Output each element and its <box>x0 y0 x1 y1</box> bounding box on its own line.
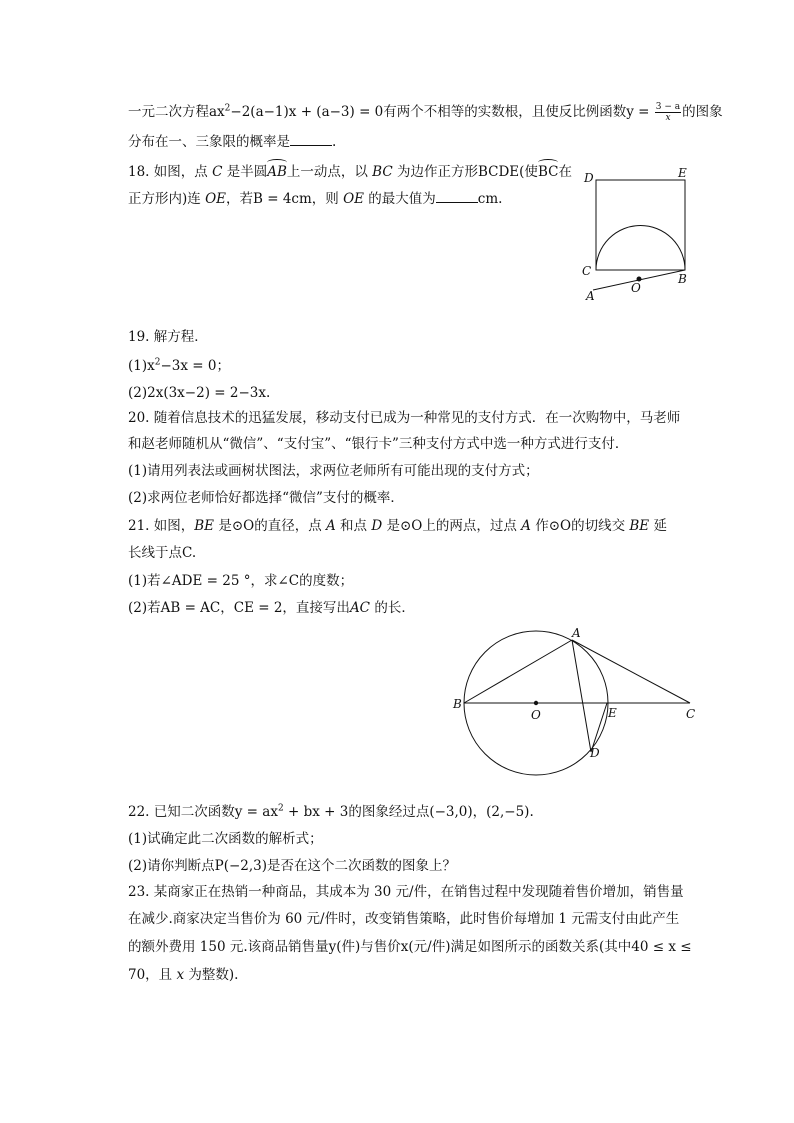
label-e: E <box>608 706 617 720</box>
q23-line3: 的额外费用 150 元.该商品销售量y(件)与售价x(元/件)满足如图所示的函数关系(其中40 ≤ x ≤ <box>128 939 692 955</box>
label-b: B <box>678 272 687 286</box>
label-d: D <box>584 171 594 185</box>
q19-part2: (2)2x(3x−2) = 2−3x. <box>128 385 271 401</box>
q21-line4: (2)若AB = AC，CE = 2，直接写出AC 的长． <box>128 600 415 616</box>
segment-de <box>591 703 607 752</box>
q23-line2: 在减少.商家决定当售价为 60 元/件时，改变销售策略，此时售价每增加 1 元需支付由此产生 <box>128 911 680 927</box>
q21-line1: 21. 如图，BE 是⊙O的直径，点 A 和点 D 是⊙O上的两点，过点 A 作⊙O的切线交 BE 延 <box>128 518 667 534</box>
q23-line1: 23. 某商家正在热销一种商品，其成本为 30 元/件，在销售过程中发现随着售价增加，销售量 <box>128 884 684 900</box>
label-b: B <box>453 697 462 711</box>
q22-line1: 22. 已知二次函数$y = ax^2$ + bx + 3的图象经过点(−3,0)，(2,−5). <box>128 803 534 820</box>
answer-blank <box>436 190 478 203</box>
label-e: E <box>678 166 687 180</box>
tangent-ac <box>572 640 690 703</box>
label-o: O <box>631 281 641 295</box>
fraction: $\frac{3 - a}{x}$ <box>655 102 681 123</box>
q21-line3: (1)若∠ADE = 25 °，求∠C的度数； <box>128 573 354 589</box>
q23-line4: 70，且 x 为整数). <box>128 967 239 983</box>
label-d: D <box>590 746 600 760</box>
label-c: C <box>582 264 592 278</box>
label-c: C <box>686 707 696 721</box>
q19-title: 19. 解方程． <box>128 329 208 345</box>
segment-ad <box>572 640 591 752</box>
center-o <box>534 701 538 705</box>
q20-line1: 20. 随着信息技术的迅猛发展，移动支付已成为一种常见的支付方式．在一次购物中，马老师 <box>128 410 681 426</box>
label-o: O <box>531 708 541 722</box>
q22-line3: (2)请你判断点P(−2,3)是否在这个二次函数的图象上？ <box>128 858 457 874</box>
label-a: A <box>586 289 595 303</box>
label-a: A <box>572 626 581 640</box>
q20-line3: (1)请用列表法或画树状图法，求两位老师所有可能出现的支付方式； <box>128 463 539 479</box>
answer-blank <box>290 133 332 146</box>
q18-figure <box>578 162 698 312</box>
segment-ab <box>464 640 572 703</box>
q20-line2: 和赵老师随机从“微信”、“支付宝”、“银行卡”三种支付方式中选一种方式进行支付． <box>128 436 629 452</box>
q17-line1: 一元二次方程$ax^2-2(a-1)x + (a-3) = 0$有两个不相等的实数根，且使反比例函数y = $\frac{3 - a}{x}$ 的图象 <box>128 102 723 123</box>
q21-figure <box>448 624 708 780</box>
q18-line2: 正方形内)连 OE，若B = 4cm，则 OE 的最大值为 cm. <box>128 191 503 207</box>
q18-line1: 18. 如图，点 C 是半圆AB上一动点，以 BC 为边作正方形BCDE(使BC在 <box>128 164 572 180</box>
q19-part1: $(1)x^2-3x = 0$； <box>128 357 230 374</box>
semicircle <box>596 226 685 271</box>
q20-line4: (2)求两位老师恰好都选择“微信”支付的概率． <box>128 490 404 506</box>
q17-line2: 分布在一、三象限的概率是 . <box>128 134 337 150</box>
q22-line2: (1)试确定此二次函数的解析式； <box>128 831 323 847</box>
q21-line2: 长线于点C. <box>128 545 197 561</box>
square-bcde <box>596 180 685 270</box>
